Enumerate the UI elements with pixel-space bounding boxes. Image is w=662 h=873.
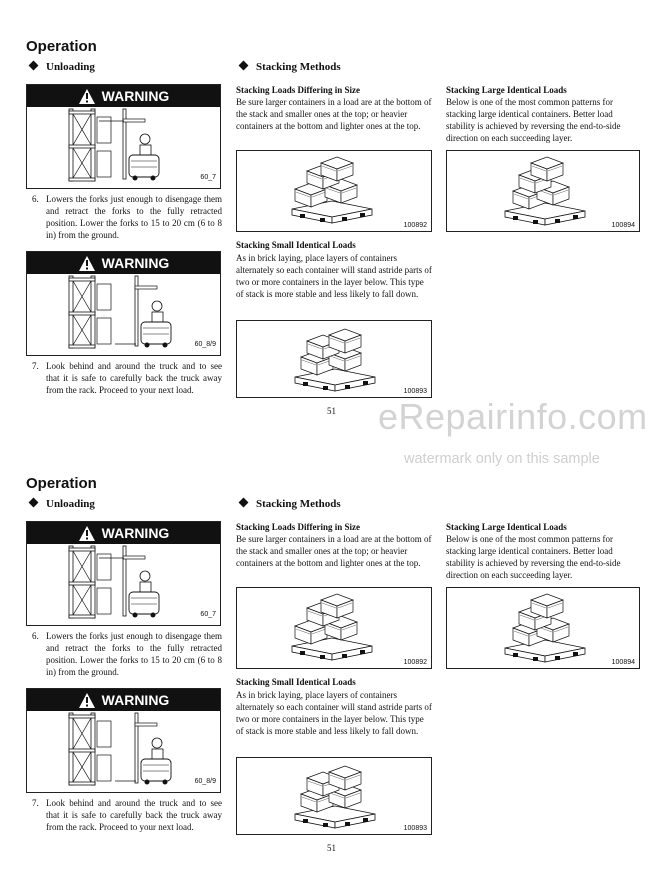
large-figure [446, 587, 640, 669]
page-title: Operation [26, 475, 97, 492]
warning-triangle-icon [78, 255, 96, 272]
forklift-at-rack-illustration [27, 544, 220, 622]
pallet-large-illustration [447, 588, 639, 668]
diamond-bullet-icon [29, 498, 39, 508]
page-bottom [0, 437, 662, 873]
stacking-heading [240, 61, 341, 73]
pallet-differing-illustration [237, 588, 431, 668]
warning-banner [27, 522, 220, 544]
warning-banner [27, 689, 220, 711]
large-figure [446, 150, 640, 232]
warning-label: WARNING [101, 692, 170, 708]
step-text: Lowers the forks just enough to disengage them and retract the forks to the fully retracted position. Lower the forks to 15 to 20 cm (6 to 8 in) from the ground. [46, 194, 222, 240]
stacking-heading-text: Stacking Methods [256, 61, 341, 73]
differing-text: Be sure larger containers in a load are at the bottom of the stack and smaller ones at the top; or heavier containers at the bottom and lighter ones at the top. [236, 97, 432, 131]
step-text: Look behind and around the truck and to see that it is safe to carefully back the truck away from the rack. Proceed to your next load. [46, 798, 222, 832]
figure-id: 100894 [611, 222, 635, 229]
forklift-backing-illustration [27, 711, 220, 789]
figure-id: 60_7 [200, 174, 216, 181]
pallet-small-illustration [237, 321, 431, 397]
diamond-bullet-icon [29, 61, 39, 71]
forklift-at-rack-illustration [27, 107, 220, 185]
large-text: Below is one of the most common patterns for stacking large identical containers. Better load stability is achieved by reversing the end-to-side direction on each succeeding layer. [446, 534, 621, 580]
pallet-small-illustration [237, 758, 431, 834]
warning-figure-1 [27, 107, 220, 183]
figure-id: 60_8/9 [194, 778, 216, 785]
page-title: Operation [26, 38, 97, 55]
step-7 [26, 797, 222, 833]
warning-label: WARNING [101, 255, 170, 271]
unloading-heading-text: Unloading [46, 61, 95, 73]
step-number: 6. [32, 631, 39, 641]
stacking-heading [240, 498, 341, 510]
figure-id: 100892 [403, 222, 427, 229]
figure-id: 60_8/9 [194, 341, 216, 348]
warning-box-2 [26, 688, 221, 793]
figure-id: 100893 [403, 825, 427, 832]
differing-title: Stacking Loads Differing in Size [236, 85, 361, 95]
small-title: Stacking Small Identical Loads [236, 677, 356, 687]
step-number: 6. [32, 194, 39, 204]
warning-figure-2 [27, 711, 220, 787]
page-number: 51 [327, 406, 336, 416]
unloading-heading-text: Unloading [46, 498, 95, 510]
large-title: Stacking Large Identical Loads [446, 85, 567, 95]
forklift-backing-illustration [27, 274, 220, 352]
watermark-site: eRepairinfo.com [378, 396, 648, 437]
step-7 [26, 360, 222, 396]
unloading-heading [30, 498, 95, 510]
large-text: Below is one of the most common patterns for stacking large identical containers. Better load stability is achieved by reversing the end-to-side direction on each succeeding layer. [446, 97, 621, 143]
figure-id: 100892 [403, 659, 427, 666]
unloading-heading [30, 61, 95, 73]
warning-triangle-icon [78, 525, 96, 542]
differing-figure [236, 150, 432, 232]
page-number: 51 [327, 843, 336, 853]
diamond-bullet-icon [239, 61, 249, 71]
differing-figure [236, 587, 432, 669]
step-6 [26, 630, 222, 678]
diamond-bullet-icon [239, 498, 249, 508]
small-text: As in brick laying, place layers of containers alternately so each container will stand astride parts of two or more containers in the layer below. This type of stack is more stable and less likely to fall down. [236, 690, 432, 736]
step-number: 7. [32, 361, 39, 371]
large-title: Stacking Large Identical Loads [446, 522, 567, 532]
step-6 [26, 193, 222, 241]
warning-figure-2 [27, 274, 220, 350]
pallet-large-illustration [447, 151, 639, 231]
stacking-heading-text: Stacking Methods [256, 498, 341, 510]
small-title: Stacking Small Identical Loads [236, 240, 356, 250]
differing-title: Stacking Loads Differing in Size [236, 522, 361, 532]
step-number: 7. [32, 798, 39, 808]
warning-box-1 [26, 521, 221, 626]
step-text: Lowers the forks just enough to disengage them and retract the forks to the fully retracted position. Lower the forks to 15 to 20 cm (6 to 8 in) from the ground. [46, 631, 222, 677]
warning-triangle-icon [78, 692, 96, 709]
warning-banner [27, 252, 220, 274]
pallet-differing-illustration [237, 151, 431, 231]
warning-label: WARNING [101, 88, 170, 104]
warning-label: WARNING [101, 525, 170, 541]
differing-text: Be sure larger containers in a load are at the bottom of the stack and smaller ones at the top; or heavier containers at the bottom and lighter ones at the top. [236, 534, 432, 568]
warning-banner [27, 85, 220, 107]
watermark-note: watermark only on this sample [404, 451, 600, 467]
step-text: Look behind and around the truck and to see that it is safe to carefully back the truck away from the rack. Proceed to your next load. [46, 361, 222, 395]
page-top [0, 0, 662, 436]
warning-box-1 [26, 84, 221, 189]
small-figure [236, 320, 432, 398]
figure-id: 100894 [611, 659, 635, 666]
small-figure [236, 757, 432, 835]
warning-triangle-icon [78, 88, 96, 105]
warning-figure-1 [27, 544, 220, 620]
warning-box-2 [26, 251, 221, 356]
figure-id: 60_7 [200, 611, 216, 618]
figure-id: 100893 [403, 388, 427, 395]
small-text: As in brick laying, place layers of containers alternately so each container will stand astride parts of two or more containers in the layer below. This type of stack is more stable and less likely to fall down. [236, 253, 432, 299]
